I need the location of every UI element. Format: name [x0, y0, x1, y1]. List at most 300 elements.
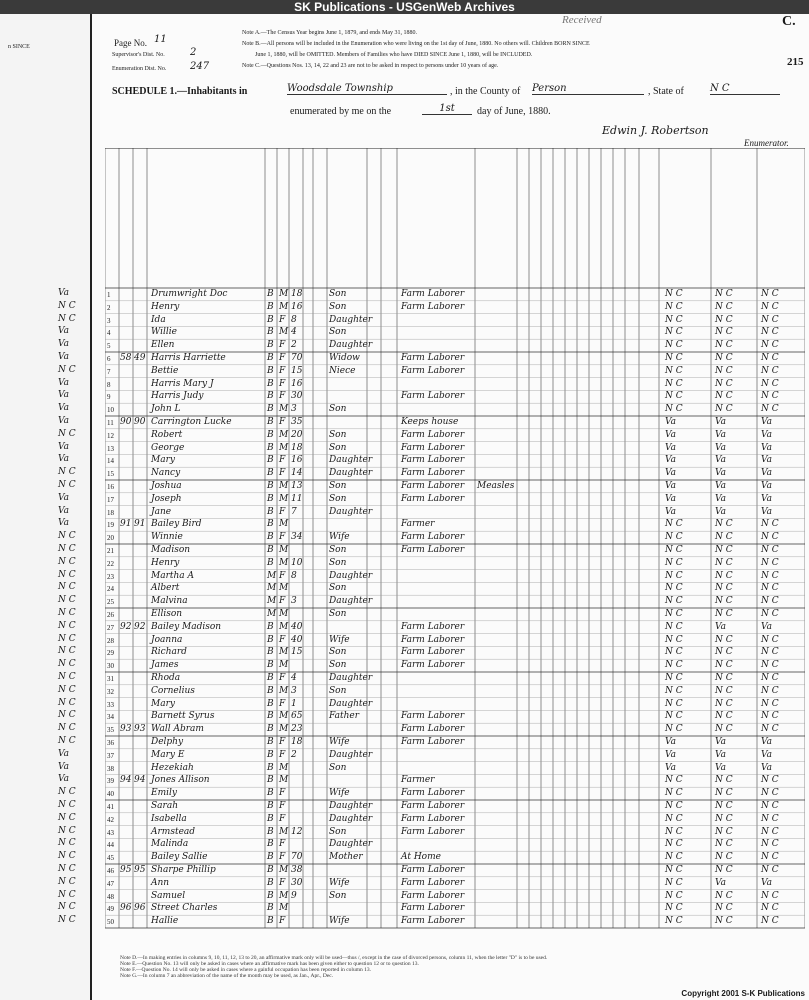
race-cell: B: [267, 711, 274, 722]
state: N C: [710, 83, 780, 95]
dwelling-number: 91: [120, 519, 132, 530]
supervisor-dist-label: Supervisor's Dist. No.: [112, 52, 165, 58]
birthplace-father: N C: [715, 903, 733, 914]
birthplace-father: N C: [715, 340, 733, 351]
occupation-cell: Farm Laborer: [401, 890, 465, 901]
schedule-label: SCHEDULE 1.—Inhabitants in: [112, 86, 248, 97]
person-name: Cornelius: [151, 685, 195, 696]
race-cell: B: [267, 429, 274, 440]
race-cell: M: [267, 583, 277, 594]
sex-cell: F: [279, 813, 286, 824]
sex-cell: F: [279, 737, 286, 747]
family-number: 96: [134, 903, 146, 914]
row-number: 46: [107, 867, 114, 875]
race-cell: B: [267, 877, 274, 888]
sex-cell: F: [279, 417, 286, 427]
age-cell: 30: [291, 877, 303, 888]
relationship-cell: Son: [329, 327, 347, 338]
person-name: Mary: [151, 698, 175, 709]
birthplace-person: Va: [665, 493, 677, 504]
page-no-value: 11: [154, 34, 167, 45]
birthplace-person: N C: [665, 609, 683, 619]
birthplace-person: N C: [665, 289, 683, 299]
birthplace-person: N C: [665, 365, 683, 376]
birthplace-father: Va: [715, 429, 727, 440]
family-number: 92: [134, 621, 146, 632]
birthplace-person: Va: [665, 468, 677, 479]
occupation-cell: Farm Laborer: [401, 532, 465, 543]
birthplace-person: N C: [665, 711, 683, 722]
occupation-cell: Farm Laborer: [401, 391, 465, 402]
left-strip-cell: N C: [58, 595, 76, 606]
birthplace-mother: N C: [761, 685, 779, 696]
race-cell: B: [267, 916, 274, 927]
relationship-cell: Son: [329, 442, 347, 453]
relationship-cell: Son: [329, 826, 347, 837]
birthplace-father: N C: [715, 685, 733, 696]
birthplace-mother: N C: [761, 519, 779, 530]
person-name: Carrington Lucke: [151, 417, 232, 427]
row-number: 40: [107, 790, 114, 799]
birthplace-father: N C: [715, 916, 733, 927]
relationship-cell: Son: [329, 301, 347, 312]
birthplace-person: N C: [665, 570, 683, 581]
person-name: Harris Mary J: [151, 378, 214, 389]
race-cell: B: [267, 634, 274, 645]
birthplace-father: N C: [715, 852, 733, 863]
birthplace-father: Va: [715, 506, 727, 517]
person-name: Ann: [151, 877, 170, 888]
birthplace-mother: N C: [761, 698, 779, 709]
birthplace-father: Va: [715, 417, 727, 427]
birthplace-person: N C: [665, 353, 683, 363]
county: Person: [532, 83, 644, 95]
birthplace-person: N C: [665, 673, 683, 683]
person-name: Robert: [151, 429, 183, 440]
family-number: 93: [134, 724, 146, 735]
sex-cell: F: [279, 788, 286, 799]
age-cell: 70: [291, 852, 303, 863]
left-strip-cell: N C: [58, 800, 76, 810]
race-cell: B: [267, 289, 274, 299]
sex-cell: F: [279, 365, 286, 376]
race-cell: B: [267, 340, 274, 351]
race-cell: B: [267, 737, 274, 747]
archive-banner: SK Publications - USGenWeb Archives: [0, 0, 809, 14]
birthplace-mother: Va: [761, 455, 773, 466]
row-number: 3: [107, 316, 111, 325]
birthplace-father: N C: [715, 788, 733, 799]
left-strip-cell: Va: [58, 288, 70, 298]
person-name: Emily: [151, 788, 177, 799]
birthplace-person: N C: [665, 852, 683, 863]
relationship-cell: Son: [329, 762, 347, 773]
sex-cell: F: [279, 698, 286, 709]
occupation-cell: Farm Laborer: [401, 711, 465, 722]
row-number: 6: [107, 355, 111, 363]
left-strip-cell: N C: [58, 825, 76, 836]
birthplace-mother: N C: [761, 289, 779, 299]
race-cell: M: [267, 570, 277, 581]
birthplace-person: N C: [665, 327, 683, 338]
sex-cell: M: [279, 429, 289, 440]
sex-cell: M: [279, 890, 289, 901]
row-number: 10: [107, 406, 114, 415]
age-cell: 35: [291, 417, 303, 427]
row-number: 31: [107, 675, 114, 683]
relationship-cell: Son: [329, 289, 347, 299]
birthplace-person: N C: [665, 890, 683, 901]
race-cell: B: [267, 365, 274, 376]
race-cell: B: [267, 493, 274, 504]
birthplace-father: N C: [715, 711, 733, 722]
person-name: Ellen: [151, 340, 175, 351]
age-cell: 4: [291, 327, 297, 338]
left-strip-cell: N C: [58, 300, 76, 311]
person-name: Harris Judy: [151, 391, 204, 402]
left-strip-cell: N C: [58, 723, 76, 734]
relationship-cell: Daughter: [329, 455, 373, 466]
relationship-cell: Daughter: [329, 468, 373, 479]
row-number: 45: [107, 854, 114, 863]
birthplace-mother: N C: [761, 724, 779, 735]
birthplace-father: N C: [715, 314, 733, 325]
relationship-cell: Wife: [329, 788, 350, 799]
state-label: , State of: [648, 86, 684, 97]
birthplace-mother: N C: [761, 404, 779, 415]
dwelling-number: 93: [120, 724, 132, 735]
birthplace-mother: Va: [761, 493, 773, 504]
occupation-cell: Farm Laborer: [401, 826, 465, 837]
row-number: 21: [107, 547, 114, 555]
row-number: 41: [107, 803, 114, 811]
row-number: 11: [107, 419, 114, 427]
birthplace-mother: N C: [761, 826, 779, 837]
sex-cell: F: [279, 596, 286, 607]
birthplace-mother: N C: [761, 327, 779, 338]
birthplace-father: N C: [715, 634, 733, 645]
left-strip-cell: N C: [58, 556, 76, 567]
occupation-cell: Farm Laborer: [401, 634, 465, 645]
received-stamp: Received: [562, 14, 602, 26]
sex-cell: M: [279, 557, 289, 568]
relationship-cell: Mother: [329, 852, 363, 863]
birthplace-father: Va: [715, 749, 727, 760]
enum-dist-value: 247: [190, 61, 210, 72]
birthplace-person: N C: [665, 724, 683, 735]
birthplace-mother: N C: [761, 660, 779, 671]
birthplace-person: N C: [665, 698, 683, 709]
birthplace-father: N C: [715, 826, 733, 837]
sex-cell: F: [279, 378, 286, 389]
sex-cell: F: [279, 801, 286, 811]
birthplace-mother: N C: [761, 557, 779, 568]
birthplace-person: N C: [665, 404, 683, 415]
row-number: 8: [107, 380, 111, 389]
birthplace-father: N C: [715, 327, 733, 338]
birthplace-father: Va: [715, 737, 727, 747]
row-number: 47: [107, 879, 114, 888]
birthplace-person: Va: [665, 455, 677, 466]
dwelling-number: 96: [120, 903, 132, 914]
row-number: 20: [107, 534, 114, 543]
left-strip-cell: N C: [58, 736, 76, 746]
birthplace-person: Va: [665, 749, 677, 760]
relationship-cell: Son: [329, 583, 347, 594]
row-number: 18: [107, 508, 114, 517]
race-cell: B: [267, 903, 274, 914]
footer-note-e: Note E.—Question No. 13 will only be asked in cases where an affirmative mark has been given either to question 12 or to question 13.: [120, 961, 419, 967]
row-number: 44: [107, 841, 114, 850]
birthplace-person: N C: [665, 545, 683, 555]
race-cell: B: [267, 468, 274, 479]
age-cell: 18: [291, 737, 303, 747]
sex-cell: F: [279, 353, 286, 363]
left-strip-cell: Va: [58, 505, 70, 516]
person-name: Henry: [151, 557, 180, 568]
occupation-cell: Farm Laborer: [401, 545, 465, 555]
occupation-cell: Farm Laborer: [401, 365, 465, 376]
age-cell: 13: [291, 481, 303, 491]
race-cell: B: [267, 391, 274, 402]
left-strip-cell: N C: [58, 467, 76, 478]
birthplace-father: N C: [715, 545, 733, 555]
birthplace-father: N C: [715, 673, 733, 683]
age-cell: 16: [291, 378, 303, 389]
row-number: 32: [107, 687, 114, 696]
race-cell: B: [267, 378, 274, 389]
birthplace-person: Va: [665, 429, 677, 440]
left-strip-cell: Va: [58, 454, 70, 465]
row-number: 38: [107, 764, 114, 773]
person-name: Jones Allison: [151, 775, 210, 786]
age-cell: 3: [291, 685, 297, 696]
sex-cell: F: [279, 916, 286, 927]
birthplace-mother: Va: [761, 749, 773, 760]
birthplace-mother: N C: [761, 596, 779, 607]
relationship-cell: Widow: [329, 353, 360, 363]
race-cell: B: [267, 404, 274, 415]
left-strip-cell: N C: [58, 480, 76, 490]
race-cell: B: [267, 673, 274, 683]
enumerated-label: enumerated by me on the: [290, 106, 392, 117]
person-name: Bailey Sallie: [151, 852, 208, 863]
relationship-cell: Son: [329, 429, 347, 440]
birthplace-father: N C: [715, 519, 733, 530]
race-cell: B: [267, 301, 274, 312]
birthplace-father: N C: [715, 839, 733, 850]
family-number: 95: [134, 865, 146, 875]
footer-note-f: Note F.—Question No. 14 will only be asked in cases where a gainful occupation has been reported in column 13.: [120, 967, 371, 973]
row-number: 2: [107, 303, 111, 312]
row-number: 12: [107, 431, 114, 440]
row-number: 9: [107, 393, 111, 402]
race-cell: B: [267, 532, 274, 543]
birthplace-person: N C: [665, 685, 683, 696]
person-name: Willie: [151, 327, 177, 338]
birthplace-mother: Va: [761, 481, 773, 491]
family-number: 90: [134, 417, 146, 427]
birthplace-person: N C: [665, 378, 683, 389]
sex-cell: M: [279, 442, 289, 453]
birthplace-father: Va: [715, 442, 727, 453]
birthplace-person: N C: [665, 826, 683, 837]
person-name: Armstead: [151, 826, 196, 837]
race-cell: M: [267, 596, 277, 607]
age-cell: 2: [291, 340, 297, 351]
relationship-cell: Daughter: [329, 749, 373, 760]
birthplace-person: N C: [665, 865, 683, 875]
relationship-cell: Daughter: [329, 596, 373, 607]
race-cell: B: [267, 314, 274, 325]
relationship-cell: Father: [329, 711, 360, 722]
person-name: Richard: [151, 647, 187, 658]
birthplace-person: N C: [665, 647, 683, 658]
sex-cell: F: [279, 455, 286, 466]
birthplace-father: Va: [715, 493, 727, 504]
person-name: Bailey Madison: [151, 621, 222, 632]
person-name: James: [151, 660, 179, 671]
birthplace-person: N C: [665, 813, 683, 824]
footer-note-g: Note G.—In column 7 an abbreviation of the name of the month may be used, as Jan., Apr., Dec.: [120, 973, 334, 979]
birthplace-father: N C: [715, 813, 733, 824]
race-cell: M: [267, 609, 277, 619]
person-name: Sharpe Phillip: [151, 865, 216, 875]
birthplace-mother: N C: [761, 570, 779, 581]
birthplace-father: Va: [715, 762, 727, 773]
relationship-cell: Wife: [329, 877, 350, 888]
left-strip-cell: N C: [58, 889, 76, 900]
left-strip-cell: Va: [58, 377, 70, 388]
birthplace-mother: N C: [761, 301, 779, 312]
person-name: Martha A: [151, 570, 195, 581]
occupation-cell: Farm Laborer: [401, 353, 465, 363]
occupation-cell: Farm Laborer: [401, 621, 465, 632]
birthplace-mother: N C: [761, 378, 779, 389]
supervisor-dist-value: 2: [190, 47, 197, 58]
person-name: Mary: [151, 455, 175, 466]
birthplace-father: N C: [715, 596, 733, 607]
age-cell: 15: [291, 365, 303, 376]
person-name: Ellison: [151, 609, 183, 619]
race-cell: B: [267, 481, 274, 491]
age-cell: 2: [291, 749, 297, 760]
age-cell: 23: [291, 724, 303, 735]
relationship-cell: Wife: [329, 532, 350, 543]
left-strip-cell: N C: [58, 313, 76, 324]
sex-cell: F: [279, 634, 286, 645]
footer-notes: [120, 955, 800, 979]
dwelling-number: 92: [120, 621, 132, 632]
birthplace-mother: N C: [761, 353, 779, 363]
person-name: Joanna: [151, 634, 183, 645]
birthplace-father: N C: [715, 801, 733, 811]
left-strip-header: n SINCE: [8, 44, 30, 50]
row-number: 39: [107, 777, 114, 786]
sex-cell: F: [279, 506, 286, 517]
age-cell: 3: [291, 596, 297, 607]
relationship-cell: Son: [329, 481, 347, 491]
birthplace-mother: N C: [761, 609, 779, 619]
sex-cell: M: [279, 545, 289, 555]
occupation-cell: Farm Laborer: [401, 455, 465, 466]
birthplace-person: N C: [665, 340, 683, 351]
left-strip-cell: Va: [58, 352, 70, 362]
birthplace-mother: N C: [761, 852, 779, 863]
race-cell: B: [267, 327, 274, 338]
relationship-cell: Son: [329, 404, 347, 415]
birthplace-father: N C: [715, 660, 733, 671]
birthplace-mother: Va: [761, 429, 773, 440]
person-name: Samuel: [151, 890, 186, 901]
sex-cell: M: [279, 289, 289, 299]
race-cell: B: [267, 749, 274, 760]
sex-cell: M: [279, 404, 289, 415]
sex-cell: M: [279, 775, 289, 786]
row-number: 16: [107, 483, 114, 491]
person-name: Malinda: [151, 839, 189, 850]
county-label: , in the County of: [450, 86, 521, 97]
race-cell: B: [267, 865, 274, 875]
age-cell: 9: [291, 890, 297, 901]
sex-cell: M: [279, 685, 289, 696]
occupation-cell: Farm Laborer: [401, 660, 465, 671]
left-strip-cell: N C: [58, 646, 76, 657]
age-cell: 14: [291, 468, 303, 479]
occupation-cell: Farm Laborer: [401, 481, 465, 491]
birthplace-mother: N C: [761, 634, 779, 645]
race-cell: B: [267, 698, 274, 709]
relationship-cell: Daughter: [329, 506, 373, 517]
birthplace-father: N C: [715, 609, 733, 619]
occupation-cell: Farm Laborer: [401, 865, 465, 875]
race-cell: B: [267, 455, 274, 466]
sex-cell: F: [279, 839, 286, 850]
row-number: 17: [107, 495, 114, 504]
note-a: Note A.—The Census Year begins June 1, 1879, and ends May 31, 1880.: [242, 30, 417, 36]
birthplace-father: N C: [715, 570, 733, 581]
birthplace-father: N C: [715, 289, 733, 299]
birthplace-person: N C: [665, 583, 683, 594]
sex-cell: M: [279, 609, 289, 619]
row-number: 34: [107, 713, 114, 722]
occupation-cell: Farm Laborer: [401, 916, 465, 927]
age-cell: 70: [291, 353, 303, 363]
birthplace-mother: N C: [761, 545, 779, 555]
birthplace-mother: N C: [761, 391, 779, 402]
person-name: Bettie: [151, 365, 179, 376]
left-strip-cell: Va: [58, 748, 70, 759]
birthplace-person: N C: [665, 788, 683, 799]
birthplace-mother: Va: [761, 417, 773, 427]
left-strip-cell: Va: [58, 326, 70, 337]
occupation-cell: Farm Laborer: [401, 737, 465, 747]
birthplace-mother: Va: [761, 737, 773, 747]
race-cell: B: [267, 621, 274, 632]
age-cell: 40: [291, 621, 303, 632]
row-number: 23: [107, 572, 114, 581]
race-cell: B: [267, 506, 274, 517]
relationship-cell: Daughter: [329, 673, 373, 683]
health-note: Measles: [477, 481, 515, 491]
row-number: 24: [107, 585, 114, 594]
left-strip-cell: N C: [58, 544, 76, 554]
race-cell: B: [267, 545, 274, 555]
birthplace-father: N C: [715, 391, 733, 402]
printed-page-number: 215: [787, 56, 804, 68]
birthplace-father: Va: [715, 455, 727, 466]
birthplace-person: N C: [665, 903, 683, 914]
